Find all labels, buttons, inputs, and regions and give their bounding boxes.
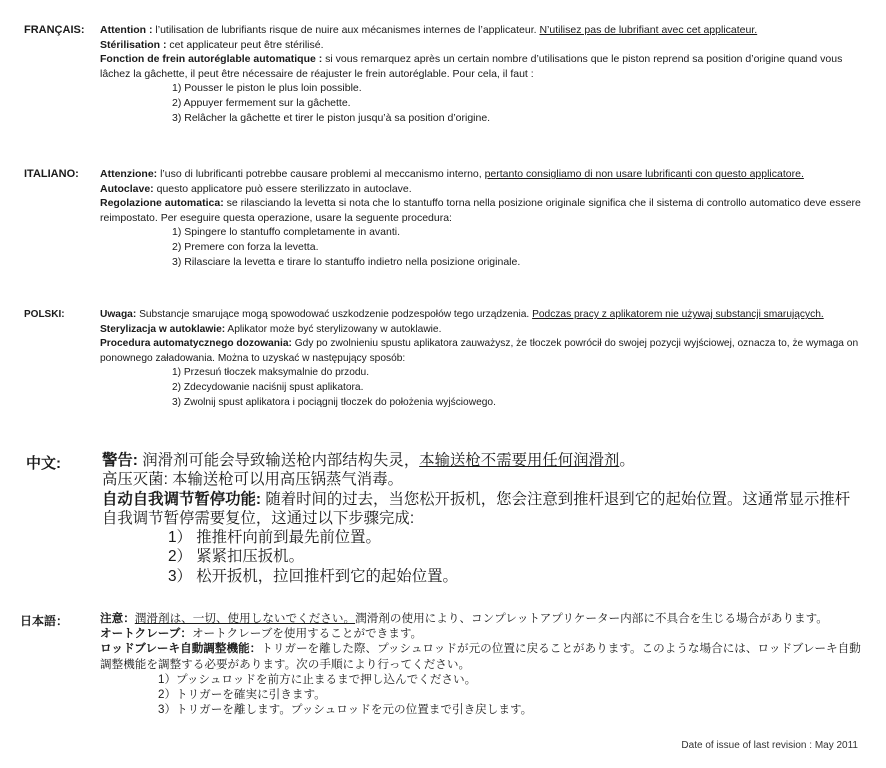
step-item: 1) Przesuń tłoczek maksymalnie do przodu.: [172, 367, 370, 379]
sterilization-paragraph: [100, 626, 862, 641]
section-body: [100, 308, 862, 410]
step-item: 3) Relâcher la gâchette et tirer le piston jusqu’à sa position d’origine.: [172, 111, 491, 124]
attention-underlined: Podczas pracy z aplikatorem nie używaj substancji smarujących.: [532, 309, 824, 320]
brake-title: ロッドブレーキ自動調整機能：: [100, 642, 262, 656]
sterilization-paragraph: [100, 323, 862, 338]
section-body: [100, 167, 862, 269]
step-item: 1）プッシュロッドを前方に止まるまで押し込んでください。: [158, 672, 477, 686]
sterilization-title: Sterylizacja w autoklawie:: [100, 323, 226, 335]
attention-text: Substancje smarujące mogą spowodować uszkodzenie podzespołów tego urządzenia.: [136, 309, 533, 320]
attention-text: 润滑剂可能会导致输送枪内部结构失灵，: [137, 452, 420, 469]
sterilization-text: Aplikator może być sterylizowany w autoklawie.: [225, 323, 442, 335]
brake-text: Gdy po zwolnieniu spustu aplikatora zauważysz, że tłoczek powrócił do swojej pozycji wyjściowej, oznacza to, że wymaga on ponownego załadowania. Można to uzyskać w następujący sposób:: [100, 338, 859, 364]
attention-paragraph: [100, 308, 862, 323]
attention-paragraph: [100, 167, 862, 182]
step-list: [100, 366, 862, 410]
brake-title: Regolazione automatica:: [100, 197, 224, 210]
sterilization-text: 本输送枪可以用高压锅蒸气消毒。: [167, 471, 403, 489]
step-list: [100, 81, 862, 125]
step-item: 1) Spingere lo stantuffo completamente in avanti.: [172, 226, 401, 239]
language-label: POLSKI:: [24, 309, 65, 320]
attention-title: Attenzione:: [100, 168, 158, 180]
brake-paragraph: [102, 490, 864, 529]
sterilization-title: オートクレーブ：: [100, 627, 192, 641]
section-body: [100, 23, 862, 125]
sterilization-text: questo applicatore può essere sterilizzato in autoclave.: [153, 182, 412, 195]
attention-underlined: 潤滑剤は、一切、使用しないでください。: [134, 612, 356, 625]
brake-text: 随着时间的过去，当您松开扳机，您会注意到推杆退到它的起始位置。这通常显示推杆自我调节暂停需要复位，这通过以下步骤完成:: [102, 490, 851, 527]
brake-paragraph: [100, 196, 862, 225]
attention-paragraph: [102, 451, 864, 470]
attention-title: 注意：: [100, 612, 135, 625]
step-item: 3) Zwolnij spust aplikatora i pociągnij tłoczek do położenia wyjściowego.: [172, 396, 496, 408]
brake-text: トリガーを離した際、プッシュロッドが元の位置に戻ることがあります。このような場合には、ロッドブレーキ自動調整機能を調整する必要があります。次の手順により行ってください。: [100, 642, 861, 671]
brake-title: Fonction de frein autoréglable automatique :: [100, 53, 323, 66]
attention-end: 。: [619, 452, 635, 469]
sterilization-title: Stérilisation :: [100, 38, 167, 51]
sterilization-title: 高压灭菌:: [102, 471, 168, 489]
brake-paragraph: [100, 641, 862, 671]
language-label: ITALIANO:: [24, 168, 79, 180]
step-item: 2）トリガーを確実に引きます。: [158, 688, 326, 702]
attention-text: 潤滑剤の使用により、コンプレットアプリケーター内部に不具合を生じる場合があります。: [355, 612, 828, 625]
brake-title: Procedura automatycznego dozowania:: [100, 338, 292, 350]
attention-paragraph: [100, 611, 862, 626]
brake-paragraph: [100, 337, 862, 366]
sterilization-paragraph: [100, 182, 862, 197]
attention-title: 警告:: [102, 452, 138, 469]
attention-underlined: 本输送枪不需要用任何润滑剂: [419, 452, 620, 469]
attention-title: Uwaga:: [100, 309, 137, 320]
step-item: 3）トリガーを離します。プッシュロッドを元の位置まで引き戻します。: [158, 703, 533, 717]
step-list: [102, 528, 864, 586]
sterilization-text: オートクレーブを使用することができます。: [191, 627, 423, 641]
sterilization-paragraph: [102, 470, 864, 489]
step-item: 1） 推推杆向前到最先前位置。: [168, 529, 381, 547]
step-item: 3) Rilasciare la levetta e tirare lo stantuffo indietro nella posizione originale.: [172, 255, 521, 268]
step-item: 1) Pousser le piston le plus loin possible.: [172, 82, 362, 95]
step-item: 2） 紧紧扣压扳机。: [168, 548, 304, 566]
sterilization-text: cet applicateur peut être stérilisé.: [166, 38, 324, 51]
section-body: [100, 611, 862, 717]
sterilization-paragraph: [100, 38, 862, 53]
step-item: 3） 松开扳机，拉回推杆到它的起始位置。: [168, 567, 458, 585]
brake-text: si vous remarquez après un certain nombre d’utilisations que le piston reprend sa position d’origine quand vous lâchez la gâchette, il peut être nécessaire de réajuster le frein autoréglable. Pour cela, il faut :: [100, 53, 843, 80]
language-label: 日本語：: [20, 614, 69, 628]
revision-date: Date of issue of last revision : May 2011: [681, 740, 858, 751]
attention-text: l’uso di lubrificanti potrebbe causare problemi al meccanismo interno,: [157, 168, 485, 180]
step-list: [100, 672, 862, 718]
attention-title: Attention :: [100, 24, 153, 36]
step-list: [100, 225, 862, 269]
step-item: 2) Appuyer fermement sur la gâchette.: [172, 96, 351, 109]
step-item: 2) Premere con forza la levetta.: [172, 240, 319, 253]
language-label: 中文:: [26, 455, 61, 472]
section-body: [102, 451, 864, 586]
step-item: 2) Zdecydowanie naciśnij spust aplikatora.: [172, 381, 364, 393]
language-label: FRANÇAIS:: [24, 24, 85, 36]
brake-text: se rilasciando la levetta si nota che lo stantuffo torna nella posizione originale significa che il sistema di controllo automatico deve essere reimpostato. Per eseguire questa operazione, usare la seguente procedura:: [100, 197, 861, 224]
attention-underlined: N’utilisez pas de lubrifiant avec cet applicateur.: [539, 24, 758, 36]
brake-title: 自动自我调节暂停功能:: [102, 490, 262, 508]
attention-underlined: pertanto consigliamo di non usare lubrificanti con questo applicatore.: [484, 168, 804, 180]
attention-paragraph: [100, 23, 862, 38]
brake-paragraph: [100, 52, 862, 81]
attention-text: l’utilisation de lubrifiants risque de nuire aux mécanismes internes de l’applicateur.: [152, 24, 540, 36]
sterilization-title: Autoclave:: [100, 182, 154, 195]
